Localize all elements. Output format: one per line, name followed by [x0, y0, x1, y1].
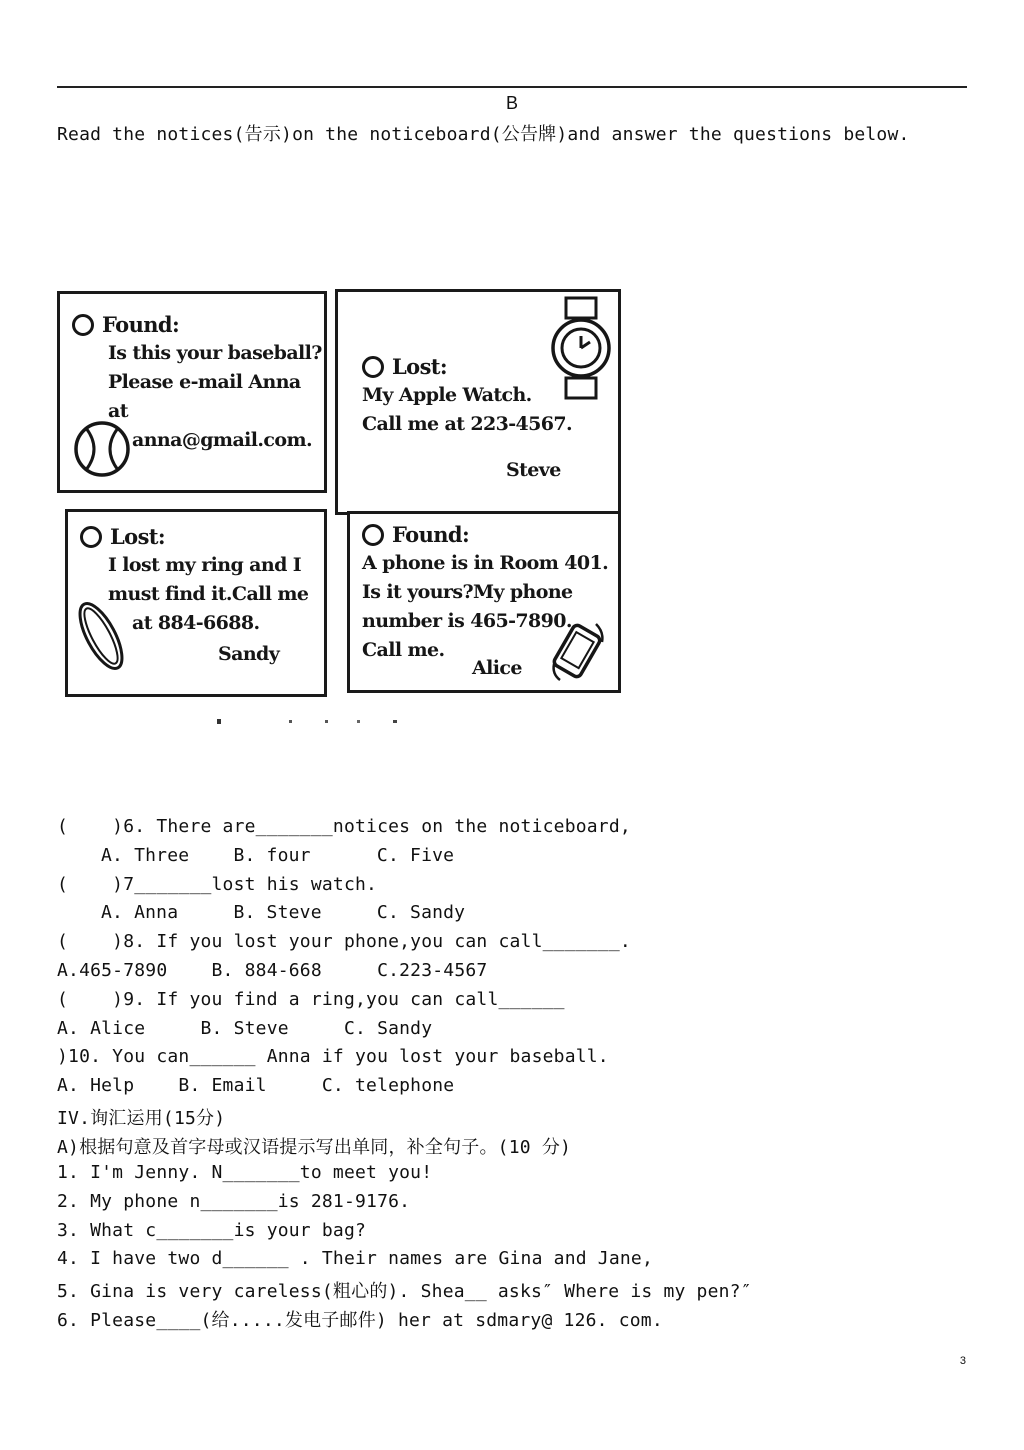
top-rule: [57, 86, 967, 88]
notice-line: Is this your baseball?: [108, 342, 322, 364]
question-9: ( )9. If you find a ring,you can call______: [57, 989, 565, 1010]
bullet-circle-icon: [72, 314, 94, 336]
notice-found-baseball: [57, 291, 327, 493]
notice-line: Please e-mail Anna at: [108, 371, 301, 422]
section-heading: IV.询汇运用(15分): [57, 1108, 226, 1129]
notice-lost-watch: [335, 289, 621, 515]
question-7-options: A. Anna B. Steve C. Sandy: [101, 902, 466, 923]
baseball-icon: [72, 418, 132, 480]
question-10: )10. You can______ Anna if you lost your baseball.: [57, 1046, 609, 1067]
notice-signature: Steve: [506, 459, 561, 481]
question-9-options: A. Alice B. Steve C. Sandy: [57, 1018, 433, 1039]
section-subheading: A)根据句意及首字母或汉语提示写出单同，补全句子。(10 分): [57, 1137, 572, 1158]
notice-lost-ring: [65, 509, 327, 697]
bullet-circle-icon: [362, 524, 384, 546]
vocab-item-6: 6. Please____(给.....发电子邮件) her at sdmary@ 126. com.: [57, 1310, 663, 1331]
notice-title: Lost:: [110, 524, 166, 549]
notice-signature: Alice: [472, 657, 522, 679]
notice-line: I lost my ring and I: [108, 554, 302, 576]
question-8: ( )8. If you lost your phone,you can call_______.: [57, 931, 631, 952]
question-10-options: A. Help B. Email C. telephone: [57, 1075, 455, 1096]
notice-title: Lost:: [392, 354, 448, 379]
section-label: B: [505, 93, 518, 113]
question-6: ( )6. There are_______notices on the noticeboard,: [57, 816, 631, 837]
ring-icon: [74, 596, 128, 676]
notice-found-phone: [347, 511, 621, 693]
vocab-item-3: 3. What c_______is your bag?: [57, 1220, 367, 1241]
notice-line: My Apple Watch.: [362, 384, 532, 406]
question-6-options: A. Three B. four C. Five: [101, 845, 455, 866]
page-number: 3: [959, 1355, 966, 1367]
notice-line: number is 465-7890.: [362, 610, 572, 632]
notice-line: Is it yours?My phone: [362, 581, 573, 603]
question-8-options: A.465-7890 B. 884-668 C.223-4567: [57, 960, 488, 981]
bullet-circle-icon: [80, 526, 102, 548]
vocab-item-1: 1. I'm Jenny. N_______to meet you!: [57, 1162, 433, 1183]
notice-title: Found:: [102, 312, 180, 337]
vocab-item-4: 4. I have two d______ . Their names are Gina and Jane,: [57, 1248, 653, 1269]
vocab-item-5: 5. Gina is very careless(粗心的). Shea__ asks″ Where is my pen?″: [57, 1281, 752, 1302]
noticeboard-image: [57, 289, 623, 729]
notice-line: Call me at 223-4567.: [362, 413, 573, 435]
bullet-circle-icon: [362, 356, 384, 378]
notice-line: at 884-6688.: [132, 612, 260, 634]
notice-signature: Sandy: [218, 643, 280, 665]
vocab-item-2: 2. My phone n_______is 281-9176.: [57, 1191, 411, 1212]
notice-line: must find it.Call me: [108, 583, 309, 605]
notice-line: A phone is in Room 401.: [362, 552, 609, 574]
instruction-text: Read the notices(告示)on the noticeboard(公告牌)and answer the questions below.: [57, 124, 910, 145]
notice-line: Call me.: [362, 639, 445, 661]
image-bottom-specks: [57, 717, 457, 725]
watch-icon: [550, 296, 612, 400]
notice-title: Found:: [392, 522, 470, 547]
question-7: ( )7_______lost his watch.: [57, 874, 378, 895]
phone-icon: [546, 618, 610, 684]
notice-line: anna@gmail.com.: [132, 429, 312, 451]
